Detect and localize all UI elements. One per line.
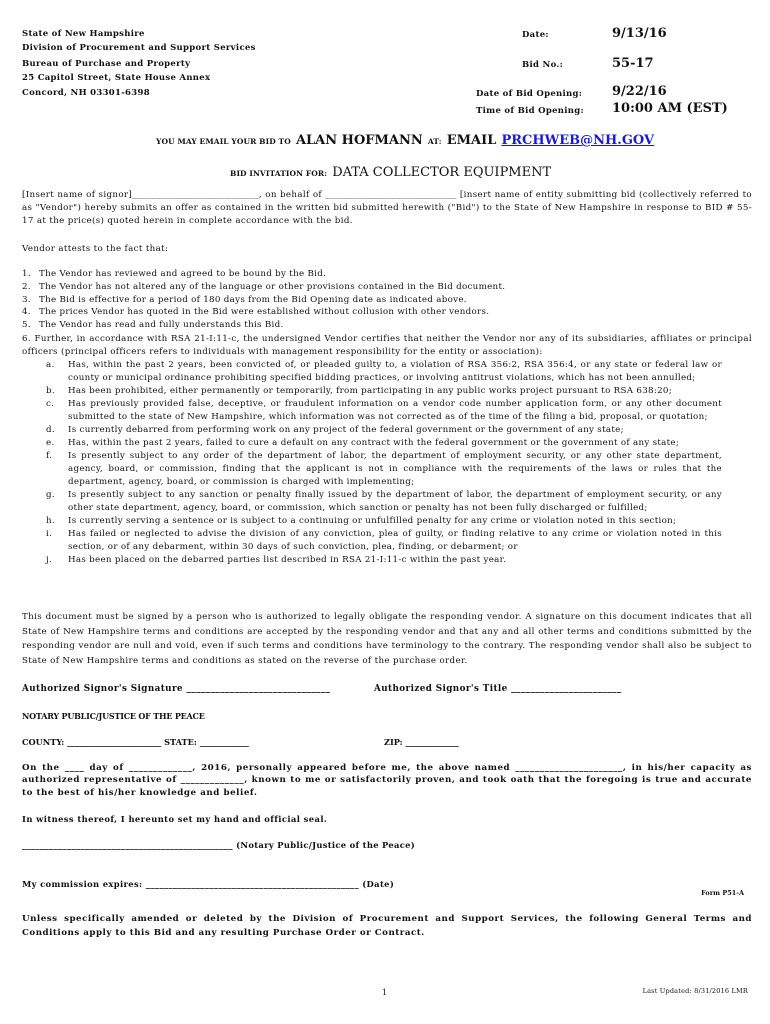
sub-item-letter: b.: [46, 386, 55, 396]
list-item-number: 5.: [22, 320, 31, 331]
sub-item-text: Is presently subject to any order of the department of labor, the department of employment security, or any other state department, agency, board, or commission, finding that the applicant is not in compliance with the requirements of the laws or rules that the department, agency, board, or commission is charged with implementing;: [68, 451, 722, 487]
org-division: Division of Procurement and Support Services: [22, 43, 256, 53]
sub-item-letter: i.: [46, 529, 53, 539]
org-city: Concord, NH 03301-6398: [22, 88, 150, 98]
org-bureau: Bureau of Purchase and Property: [22, 59, 191, 69]
signor-title-field[interactable]: Authorized Signor's Title _______________________: [374, 684, 622, 694]
sub-item-c: [22, 398, 752, 424]
list-item-number: 2.: [22, 281, 31, 292]
form-id: Form P51-A: [701, 889, 744, 897]
list-item-number: 4.: [22, 307, 31, 318]
signing-paragraph: This document must be signed by a person who is authorized to legally obligate the responding vendor. A signature on this document indicates that all State of New Hampshire terms and conditions are accepted by the responding vendor and that any and all other terms and conditions submitted by the responding vendor are null and void, even if such terms and conditions have terminology to the contrary. The responding vendor shall also be subject to State of New Hampshire terms and conditions as stated on the reverse of the purchase order.: [22, 612, 752, 666]
email-at: AT:: [427, 137, 442, 146]
sub-item-letter: a.: [46, 360, 55, 370]
invitation-prefix: BID INVITATION FOR:: [230, 169, 328, 178]
sub-item-a: [22, 359, 752, 385]
email-label: EMAIL: [446, 133, 497, 148]
page-number: 1: [382, 988, 388, 997]
bid-no-value: 55-17: [612, 56, 654, 71]
sub-item-text: Is presently subject to any sanction or penalty finally issued by the department of labor, the department of employment security, or any other state department, agency, board, or commission, which sanction or penalty has not been fully discharged or fulfilled;: [68, 490, 722, 513]
list-item: [22, 294, 752, 307]
list-item-text: The Vendor has not altered any of the language or other provisions contained in the Bid document.: [39, 281, 506, 292]
sub-item-letter: j.: [46, 555, 53, 565]
list-item-text: The Bid is effective for a period of 180 days from the Bid Opening date as indicated above.: [39, 294, 467, 305]
numbered-list: [22, 268, 752, 332]
bid-opening-time-value: 10:00 AM (EST): [612, 101, 728, 116]
invitation-line: [230, 161, 551, 180]
witness-line: In witness thereof, I hereunto set my hand and official seal.: [22, 814, 328, 824]
notary-signature-field[interactable]: _______________________________________________ (Notary Public/Justice of the Peace): [22, 840, 416, 850]
sub-item-text: Has been prohibited, either permanently or temporarily, from participating in any public works project pursuant to RSA 638:20;: [68, 386, 672, 396]
notary-on-paragraph: On the ____ day of _____________, 2016, personally appeared before me, the above named ______________________, in his/her capacity as authorized representative of _____________, known to me or satisfactorily proven, and took oath that the foregoing is true and accurate to the best of his/her knowledge and belief.: [22, 763, 752, 798]
sub-item-text: Is currently debarred from performing work on any project of the federal government or the government of any state;: [68, 425, 624, 435]
bid-no-label: Bid No.:: [522, 60, 564, 70]
list-item-number: 3.: [22, 294, 31, 305]
sub-item-d: [22, 424, 752, 437]
sub-item-f: [22, 450, 752, 489]
sub-item-letter: g.: [46, 490, 55, 500]
org-name: State of New Hampshire: [22, 29, 145, 39]
sub-item-letter: h.: [46, 516, 55, 526]
intro-paragraph: [Insert name of signor]___________________________, on behalf of ____________________________ [insert name of entity submitting bid (collectively referred to as "Vendor") hereby submits an offer as contained in the written bid submitted herewith ("Bid") to the State of New Hampshire in response to BID # 55-17 at the price(s) quoted herein in complete accordance with the bid.: [22, 190, 752, 227]
commission-expires-field[interactable]: My commission expires: _______________________________________________ (Date): [22, 879, 395, 889]
list-item: [22, 306, 752, 319]
sub-item-b: [22, 385, 752, 398]
contact-name: ALAN HOFMANN: [295, 133, 423, 148]
sub-item-j: [22, 554, 752, 567]
list-item: [22, 281, 752, 294]
bid-opening-date-value: 9/22/16: [612, 84, 667, 99]
list-item-text: The Vendor has reviewed and agreed to be bound by the Bid.: [39, 269, 327, 279]
sub-item-text: Has previously provided false, deceptive, or fraudulent information on a vendor code number application form, or any other document submitted to the state of New Hampshire, which information was not corrected as of the time of the filing a bid, proposal, or quotation;: [68, 399, 722, 422]
sub-item-text: Has failed or neglected to advise the division of any conviction, plea of guilty, or finding relative to any crime or violation noted in this section, or of any debarment, within 30 days of such conviction, plea, finding, or debarment; or: [68, 529, 722, 552]
email-prefix: YOU MAY EMAIL YOUR BID TO: [156, 137, 291, 146]
zip-field[interactable]: ZIP: _____________: [384, 737, 459, 747]
org-street: 25 Capitol Street, State House Annex: [22, 73, 211, 83]
list-item-text: The Vendor has read and fully understands this Bid.: [39, 320, 284, 331]
bid-opening-time-label: Time of Bid Opening:: [476, 106, 584, 116]
sub-item-letter: e.: [46, 438, 55, 448]
signor-signature-field[interactable]: Authorized Signor's Signature ______________________________: [22, 684, 331, 694]
sub-item-text: Is currently serving a sentence or is subject to a continuing or unfulfilled penalty for any crime or violation noted in this section;: [68, 516, 677, 526]
email-link[interactable]: PRCHWEB@NH.GOV: [501, 133, 655, 148]
county-state-field[interactable]: COUNTY: _______________________ STATE: ____________: [22, 737, 249, 747]
sub-list: [22, 359, 752, 567]
notary-heading: NOTARY PUBLIC/JUSTICE OF THE PEACE: [22, 711, 205, 721]
sub-item-i: [22, 528, 752, 554]
sub-item-h: [22, 515, 752, 528]
last-updated: Last Updated: 8/31/2016 LMR: [642, 987, 748, 995]
sub-item-letter: f.: [46, 451, 53, 461]
attest-line: Vendor attests to the fact that:: [22, 244, 169, 254]
date-value: 9/13/16: [612, 26, 667, 41]
list-item-number: 1.: [22, 269, 31, 279]
sub-item-text: Has, within the past 2 years, failed to cure a default on any contract with the federal government or the government of any state;: [68, 438, 680, 448]
date-label: Date:: [522, 30, 549, 40]
list-item-text: The prices Vendor has quoted in the Bid were established without collusion with other vendors.: [39, 307, 490, 318]
sub-item-text: Has, within the past 2 years, been convicted of, or pleaded guilty to, a violation of RSA 356:2, RSA 356:4, or any state or federal law or county or municipal ordinance prohibiting specified bidding practices, or involving antitrust violations, which has not been annulled;: [68, 360, 722, 383]
list-item: [22, 319, 752, 332]
list-item: [22, 268, 752, 281]
sub-item-letter: c.: [46, 399, 55, 409]
bid-opening-date-label: Date of Bid Opening:: [476, 89, 583, 99]
sub-item-letter: d.: [46, 425, 55, 435]
sub-item-e: [22, 437, 752, 450]
closing-paragraph: Unless specifically amended or deleted by the Division of Procurement and Support Services, the following General Terms and Conditions apply to this Bid and any resulting Purchase Order or Contract.: [22, 914, 752, 938]
sub-item-text: Has been placed on the debarred parties list described in RSA 21-I:11-c within the past year.: [68, 555, 507, 565]
email-line: [156, 129, 654, 148]
item-6-paragraph: 6. Further, in accordance with RSA 21-I:11-c, the undersigned Vendor certifies that neither the Vendor nor any of its subsidiaries, affiliates or principal officers (principal officers refers to individuals with management responsibility for the entity or association):: [22, 334, 752, 357]
sub-item-g: [22, 489, 752, 515]
invitation-title: DATA COLLECTOR EQUIPMENT: [332, 165, 552, 180]
